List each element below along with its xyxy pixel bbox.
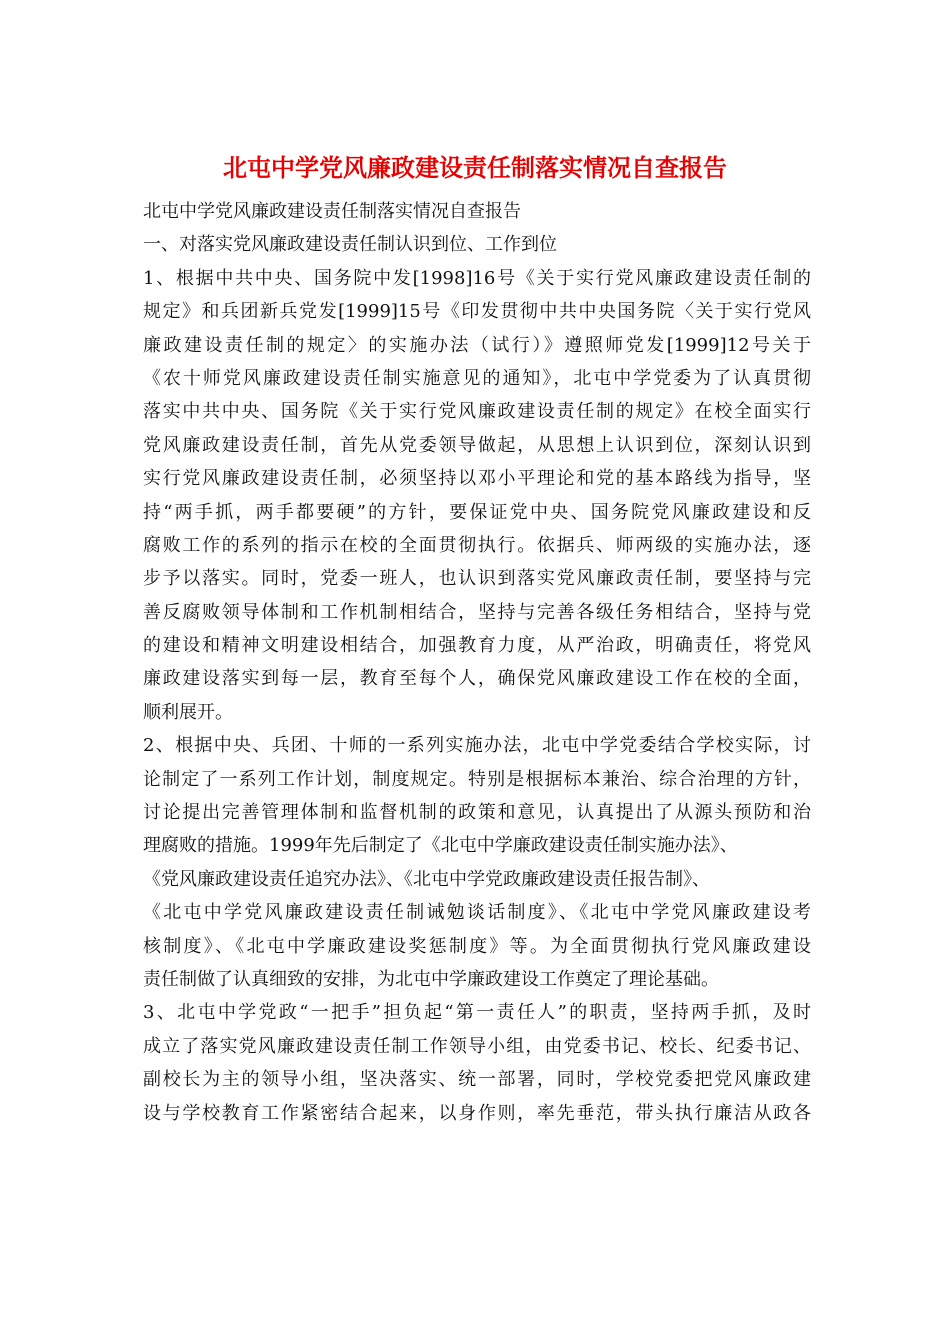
document-body	[143, 195, 811, 1130]
body-line: 落实中共中央、国务院《关于实行党风廉政建设责任制的规定》在校全面实行	[143, 401, 811, 423]
body-line: 党风廉政建设责任制，首先从党委领导做起，从思想上认识到位，深刻认识到	[143, 434, 811, 456]
body-line: 3、北屯中学党政“一把手”担负起“第一责任人”的职责，坚持两手抓，及时	[143, 1002, 811, 1024]
body-line: 副校长为主的领导小组，坚决落实、统一部署，同时，学校党委把党风廉政建	[143, 1069, 811, 1091]
body-line: 1、根据中共中央、国务院中发[1998]16号《关于实行党风廉政建设责任制的	[143, 267, 811, 289]
body-line: 廉政建设落实到每一层，教育至每个人，确保党风廉政建设工作在校的全面，	[143, 668, 811, 690]
body-line: 顺利展开。	[143, 701, 233, 723]
body-line: 2、根据中央、兵团、十师的一系列实施办法，北屯中学党委结合学校实际，讨	[143, 735, 811, 757]
body-line: 《农十师党风廉政建设责任制实施意见的通知》，北屯中学党委为了认真贯彻	[143, 367, 811, 389]
body-line: 腐败工作的系列的指示在校的全面贯彻执行。依据兵、师两级的实施办法，逐	[143, 534, 811, 556]
body-line: 持“两手抓，两手都要硬”的方针，要保证党中央、国务院党风廉政建设和反	[143, 501, 811, 523]
body-line: 步予以落实。同时，党委一班人，也认识到落实党风廉政责任制，要坚持与完	[143, 568, 811, 590]
body-line: 讨论提出完善管理体制和监督机制的政策和意见，认真提出了从源头预防和治	[143, 802, 811, 824]
body-line: 责任制做了认真细致的安排，为北屯中学廉政建设工作奠定了理论基础。	[143, 968, 719, 990]
body-line: 善反腐败领导体制和工作机制相结合，坚持与完善各级任务相结合，坚持与党	[143, 601, 811, 623]
body-line: 规定》和兵团新兵党发[1999]15号《印发贯彻中共中央国务院〈关于实行党风	[143, 301, 811, 323]
body-line: 成立了落实党风廉政建设责任制工作领导小组，由党委书记、校长、纪委书记、	[143, 1035, 811, 1057]
body-line: 《党风廉政建设责任追究办法》、《北屯中学党政廉政建设责任报告制》、	[143, 868, 710, 890]
body-line: 实行党风廉政建设责任制，必须坚持以邓小平理论和党的基本路线为指导，坚	[143, 468, 811, 490]
body-line: 核制度》、《北屯中学廉政建设奖惩制度》等。为全面贯彻执行党风廉政建设	[143, 935, 811, 957]
document-title: 北屯中学党风廉政建设责任制落实情况自查报告	[223, 153, 727, 182]
body-line: 论制定了一系列工作计划，制度规定。特别是根据标本兼治、综合治理的方针，	[143, 768, 811, 790]
body-line: 一、对落实党风廉政建设责任制认识到位、工作到位	[143, 234, 557, 256]
body-line: 理腐败的措施。1999年先后制定了《北屯中学廉政建设责任制实施办法》、	[143, 835, 738, 857]
body-line: 《北屯中学党风廉政建设责任制诫勉谈话制度》、《北屯中学党风廉政建设考	[143, 902, 811, 924]
body-line: 设与学校教育工作紧密结合起来，以身作则，率先垂范，带头执行廉洁从政各	[143, 1102, 811, 1124]
body-line: 的建设和精神文明建设相结合，加强教育力度，从严治政，明确责任，将党风	[143, 635, 811, 657]
body-line: 廉政建设责任制的规定〉的实施办法（试行）》遵照师党发[1999]12号关于	[143, 334, 811, 356]
body-line: 北屯中学党风廉政建设责任制落实情况自查报告	[143, 201, 521, 222]
